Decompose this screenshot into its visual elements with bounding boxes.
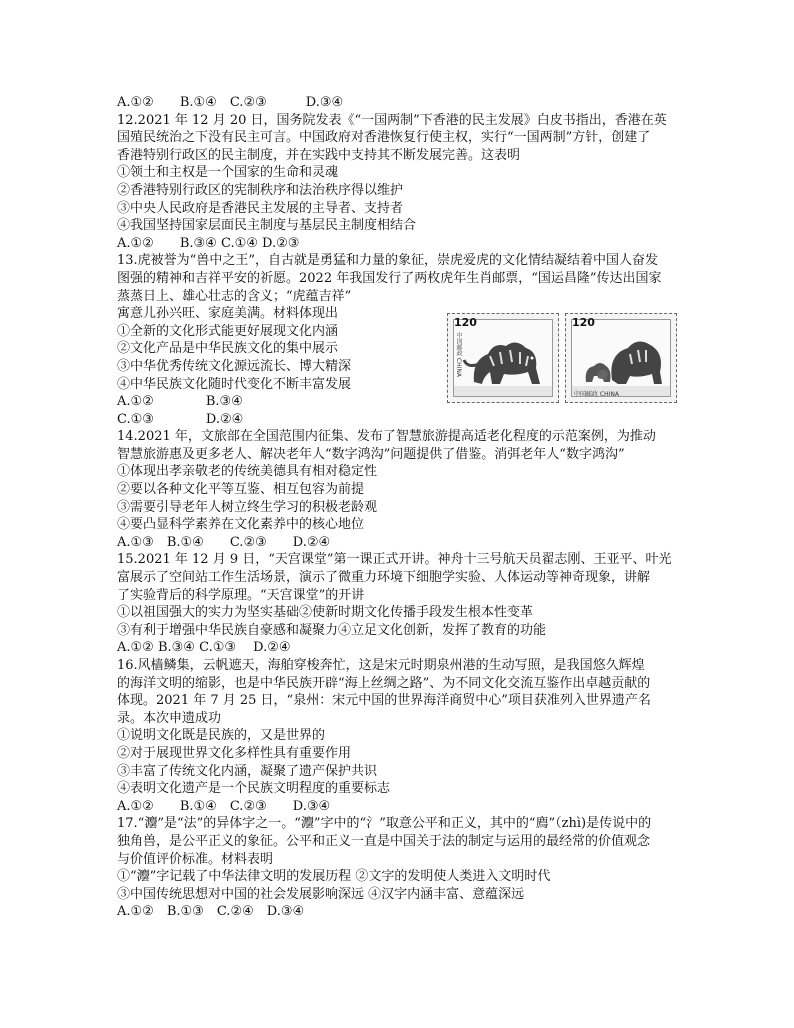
q12-stem-line: 12.2021 年 12 月 20 日，国务院发表《“一国两制”下香港的民主发展》白皮书指出，香港在英: [117, 112, 667, 128]
q13-stem-line: 图强的精神和吉祥平安的祈愿。2022 年我国发行了两枚虎年生肖邮票，“国运昌隆”传达出国家: [117, 270, 662, 286]
q16-stem-line: 体现。2021 年 7 月 25 日，“泉州：宋元中国的世界海洋商贸中心”项目获准列入世界遗产名: [117, 693, 651, 709]
q13-stem-line: 蒸蒸日上、雄心壮志的含义；“虎蕴吉祥”: [117, 288, 352, 304]
q12-options: A.①② B.③④ C.①④ D.②③: [117, 235, 300, 251]
q15-item: ③有利于增强中华民族自豪感和凝聚力④立足文化创新，发挥了教育的功能: [117, 622, 547, 638]
q14-item: ②要以各种文化平等互鉴、相互包容为前提: [117, 482, 365, 498]
q13-items-with-stamps: [117, 305, 687, 428]
q16-options: A.①② B.①④ C.②③ D.③④: [117, 798, 331, 814]
q13-item: ③中华优秀传统文化源远流长、博大精深: [117, 358, 352, 374]
q14-options: A.①③ B.①④ C.②③ D.②④: [117, 534, 331, 550]
question-13: [117, 252, 687, 428]
q15-stem-line: 富展示了空间站工作生活场景，演示了微重力环境下细胞学实验、人体运动等神奇现象，讲解: [117, 570, 651, 586]
q11-options: A.①② B.①④ C.②③ D.③④: [117, 95, 344, 110]
q12-stem-line: 香港特别行政区的民主制度，并在实践中支持其不断发展完善。这表明: [117, 147, 521, 163]
q17-stem-line: 独角兽，是公平正义的象征。公平和正义一直是中国关于法的制定与运用的最经常的价值观念: [117, 833, 651, 849]
stamp-value: 120: [572, 316, 595, 330]
q12-item: ③中央人民政府是香港民主发展的主导者、支持者: [117, 200, 404, 216]
stamp-label: 中国邮政 CHINA: [574, 391, 619, 399]
q14-stem-line: 14.2021 年，文旅部在全国范围内征集、发布了智慧旅游提高适老化程度的示范案例，为推动: [117, 429, 656, 445]
tiger-stamp: [447, 313, 559, 403]
q14-item: ①体现出孝亲敬老的传统美德具有相对稳定性: [117, 464, 378, 480]
q16-stem-line: 的海洋文明的缩影，也是中华民族开辟“海上丝绸之路”、为不同文化交流互鉴作出卓越贡献的: [117, 675, 651, 691]
q16-stem-line: 16.风樯鳞集，云帆遮天，海舶穿梭奔忙，这是宋元时期泉州港的生动写照，是我国悠久辉煌: [117, 658, 645, 673]
question-16: [117, 657, 687, 815]
q17-item: ③中国传统思想对中国的社会发展影响深远 ④汉字内涵丰富、意蕴深远: [117, 886, 525, 902]
question-17: [117, 815, 687, 921]
tiger-stamp: [565, 313, 677, 403]
q13-item: ①全新的文化形式能更好展现文化内涵: [117, 323, 339, 339]
q13-item: ②文化产品是中华民族文化的集中展示: [117, 341, 339, 357]
q13-item: ④中华民族文化随时代变化不断丰富发展: [117, 376, 352, 392]
q16-item: ④表明文化遗产是一个民族文明程度的重要标志: [117, 781, 391, 797]
exam-page: [117, 94, 687, 921]
stamp-label: 中国邮政 CHINA: [455, 332, 462, 378]
q12-item: ①领土和主权是一个国家的生命和灵魂: [117, 165, 339, 181]
q16-item: ②对于展现世界文化多样性具有重要作用: [117, 745, 352, 761]
q14-item: ④要凸显科学素养在文化素养中的核心地位: [117, 517, 365, 533]
q13-options: A.①② B.③④: [117, 394, 243, 410]
q15-item: ①以祖国强大的实力为坚实基础②使新时期文化传播手段发生根本性变革: [117, 605, 534, 621]
q15-options: A.①② B.③④ C.①③ D.②④: [117, 640, 291, 656]
q15-stem-line: 了实验背后的科学原理。“天宫课堂”的开讲: [117, 587, 365, 603]
q17-item: ①“灋”字记载了中华法律文明的发展历程 ②文字的发明使人类进入文明时代: [117, 869, 551, 885]
tiger-stamps-image: [447, 313, 691, 405]
q16-stem-line: 录。本次申遗成功: [117, 710, 222, 726]
q13-stem-line: 13.虎被誉为“兽中之王”，自古就是勇猛和力量的象征，崇虎爱虎的文化情结凝结着中国人奋发: [117, 253, 658, 269]
q12-item: ②香港特别行政区的宪制秩序和法治秩序得以维护: [117, 182, 404, 198]
q12-item: ④我国坚持国家层面民主制度与基层民主制度相结合: [117, 218, 417, 234]
question-15: [117, 551, 687, 657]
q12-stem-line: 国殖民统治之下没有民主可言。中国政府对香港恢复行使主权，实行“一国两制”方针，创建了: [117, 130, 651, 146]
q17-stem-line: 与价值评价标准。材料表明: [117, 851, 274, 867]
q17-stem-line: 17.“灋”是“法”的异体字之一。“灋”字中的“氵”取意公平和正义，其中的“廌”（zhì)是传说中的: [117, 816, 652, 832]
stamp-value: 120: [454, 316, 477, 330]
question-12: [117, 112, 687, 253]
q14-item: ③需要引导老年人树立终生学习的积极老龄观: [117, 499, 378, 515]
q16-item: ③丰富了传统文化内涵，凝聚了遗产保护共识: [117, 763, 378, 779]
tiger-illustration: [454, 320, 553, 397]
q16-item: ①说明文化既是民族的，又是世界的: [117, 728, 326, 744]
q15-stem-line: 15.2021 年 12 月 9 日，“天宫课堂”第一课正式开讲。神舟十三号航天员翟志刚、王亚平、叶光: [117, 552, 672, 568]
q14-stem-line: 智慧旅游惠及更多老人、解决老年人“数字鸿沟”问题提供了借鉴。消弭老年人“数字鸿沟”: [117, 446, 625, 462]
q13-stem-line: 寓意儿孙兴旺、家庭美满。材料体现出: [117, 306, 339, 322]
q13-options: C.①③ D.②④: [117, 411, 244, 427]
tiger-family-illustration: [572, 320, 671, 397]
q17-options: A.①② B.①③ C.②④ D.③④: [117, 904, 305, 920]
question-14: [117, 428, 687, 551]
